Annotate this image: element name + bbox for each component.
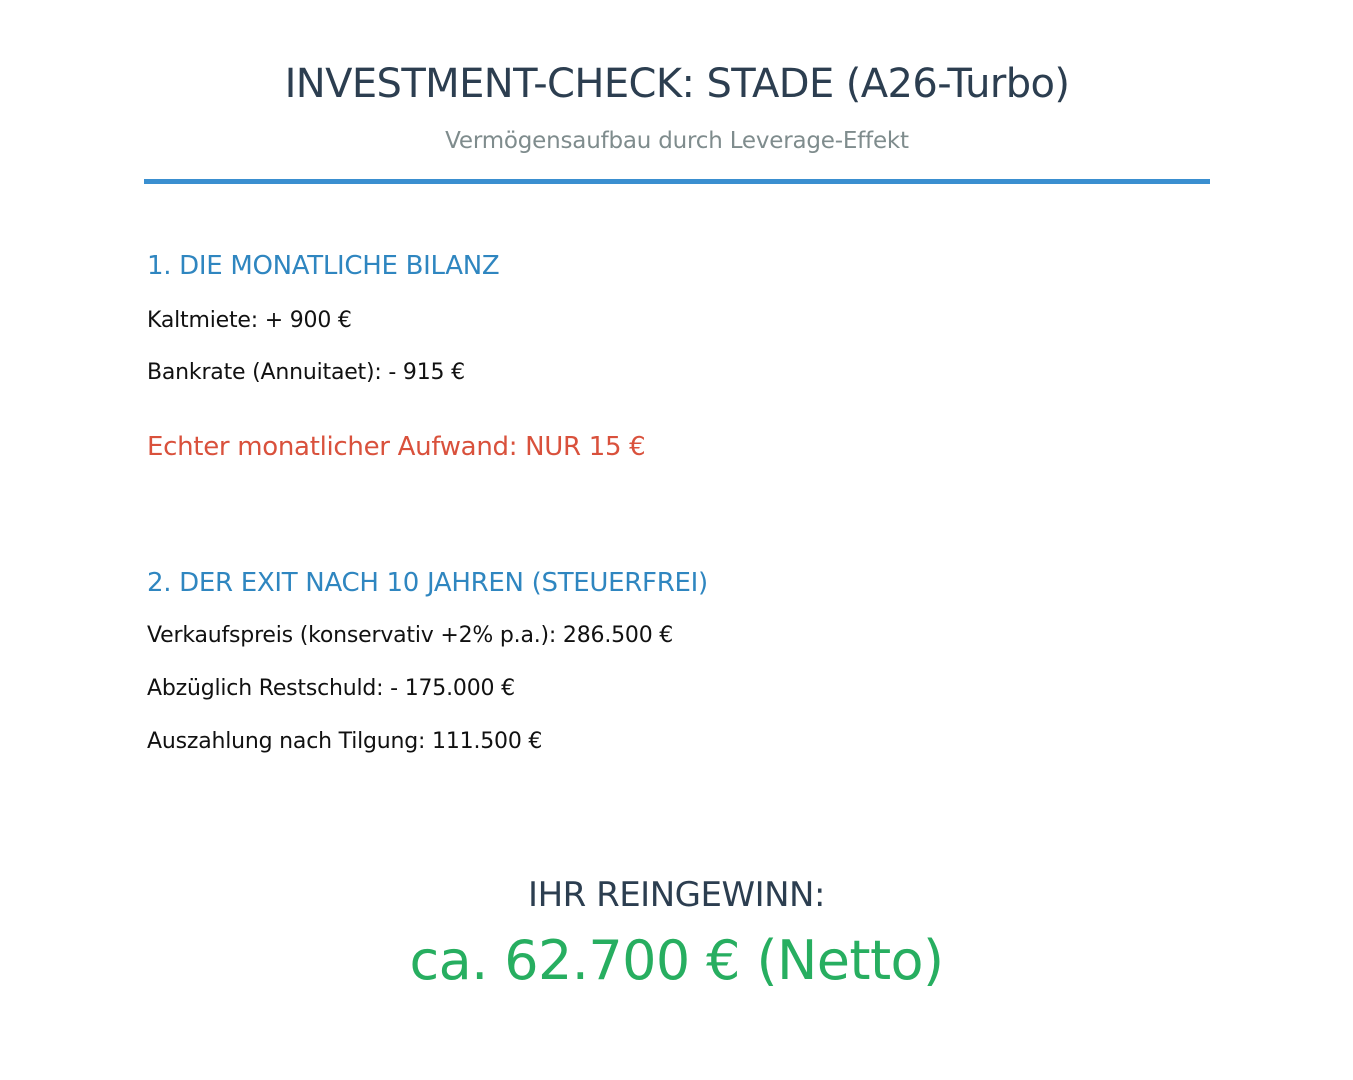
header-divider <box>144 179 1210 184</box>
section-heading-exit: 2. DER EXIT NACH 10 JAHREN (STEUERFREI) <box>147 568 708 598</box>
line-payout: Auszahlung nach Tilgung: 111.500 € <box>147 729 543 754</box>
page-subtitle: Vermögensaufbau durch Leverage-Effekt <box>445 128 909 154</box>
page-title: INVESTMENT-CHECK: STADE (A26-Turbo) <box>284 61 1070 107</box>
line-cold-rent: Kaltmiete: + 900 € <box>147 308 352 333</box>
result-value: ca. 62.700 € (Netto) <box>409 929 944 992</box>
line-sale-price: Verkaufspreis (konservativ +2% p.a.): 286.500 € <box>147 623 674 648</box>
result-label: IHR REINGEWINN: <box>528 875 825 915</box>
line-remaining-debt: Abzüglich Restschuld: - 175.000 € <box>147 676 515 701</box>
line-bank-rate: Bankrate (Annuitaet): - 915 € <box>147 360 465 385</box>
section-heading-monthly-balance: 1. DIE MONATLICHE BILANZ <box>147 251 500 281</box>
monthly-expense-highlight: Echter monatlicher Aufwand: NUR 15 € <box>147 432 646 462</box>
